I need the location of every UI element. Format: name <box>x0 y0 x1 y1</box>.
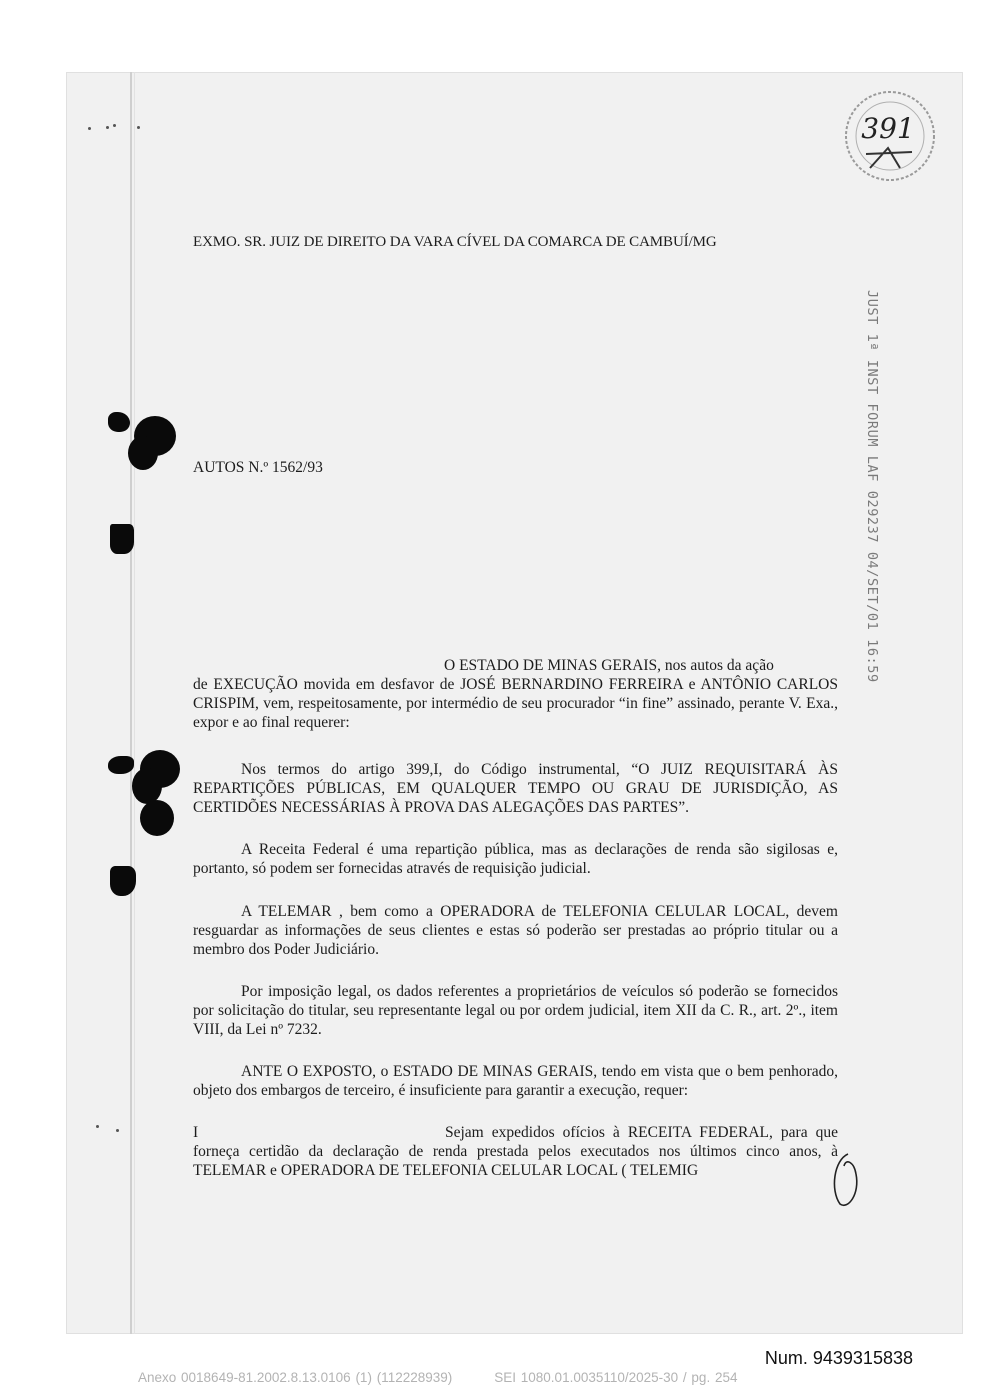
punch-hole <box>108 756 134 774</box>
handwritten-initial <box>826 1150 866 1210</box>
scan-speck <box>137 126 140 129</box>
page-fold-line-shadow <box>134 72 135 1334</box>
paragraph-telemar <box>193 902 838 959</box>
paragraph-request <box>193 1062 838 1100</box>
scan-speck <box>88 127 91 130</box>
case-number: AUTOS N.º 1562/93 <box>193 459 323 476</box>
intro-first-line: O ESTADO DE MINAS GERAIS, nos autos da ação <box>444 657 774 674</box>
punch-hole <box>132 768 162 804</box>
punch-hole <box>110 866 136 896</box>
request-text: ANTE O EXPOSTO, o ESTADO DE MINAS GERAIS, tendo em vista que o bem penhorado, objeto dos embargos de terceiro, é insuficiente para garantir a execução, requer: <box>193 1063 838 1099</box>
handwritten-page-number: 391 <box>861 112 915 145</box>
page-fold-line <box>130 72 132 1334</box>
scan-speck <box>113 124 116 127</box>
paragraph-vehicles <box>193 982 838 1039</box>
intro-paragraph <box>193 656 838 732</box>
punch-hole <box>108 412 130 432</box>
paragraph-legal-basis <box>193 760 838 817</box>
vehicles-text: Por imposição legal, os dados referentes a proprietários de veículos só poderão se fornecidos por solicitação do titular, seu representante legal ou por ordem judicial, item XII da C. R., art. 2º., item VIII, da Lei nº 7232. <box>193 983 838 1038</box>
punch-hole <box>110 524 134 554</box>
item-text: Sejam expedidos ofícios à RECEITA FEDERAL, para que forneça certidão da declaração de renda prestada pelos executados nos últimos cinco anos, à TELEMAR e OPERADORA DE TELEFONIA CELULAR LOCAL ( TELEMIG <box>193 1124 838 1179</box>
legal-basis-text: Nos termos do artigo 399,I, do Código instrumental, “O JUIZ REQUISITARÁ ÀS REPARTIÇÕES PÚBLICAS, EM QUALQUER TEMPO OU GRAU DE JURISDIÇÃO, AS CERTIDÕES NECESSÁRIAS À PROVA DAS ALEGAÇÕES DAS PARTES”. <box>193 761 838 816</box>
annex-reference: Anexo 0018649-81.2002.8.13.0106 (1) (112228939) <box>138 1370 453 1385</box>
item-marker: I <box>193 1124 199 1141</box>
scan-speck <box>106 126 109 129</box>
request-item-i <box>193 1123 838 1180</box>
intro-body: de EXECUÇÃO movida em desfavor de JOSÉ BERNARDINO FERREIRA e ANTÔNIO CARLOS CRISPIM, vem, respeitosamente, por intermédio de seu procurador “in fine” assinado, perante V. Exa., expor e ao final requerer: <box>193 676 838 731</box>
telemar-text: A TELEMAR , bem como a OPERADORA de TELEFONIA CELULAR LOCAL, devem resguardar as informações de seus clientes e estas só poderão ser prestadas ao próprio titular ou a membro dos Poder Judiciário. <box>193 903 838 958</box>
paragraph-receita-federal <box>193 840 838 878</box>
sei-reference: SEI 1080.01.0035110/2025-30 / pg. 254 <box>494 1370 738 1385</box>
receita-federal-text: A Receita Federal é uma repartição pública, mas as declarações de renda são sigilosas e, portanto, só podem ser fornecidas através de requisição judicial. <box>193 841 838 877</box>
footer-metadata <box>138 1370 779 1385</box>
document-number: Num. 9439315838 <box>764 1348 913 1368</box>
punch-hole <box>140 800 174 836</box>
scan-speck <box>96 1125 99 1128</box>
addressee-heading: EXMO. SR. JUIZ DE DIREITO DA VARA CÍVEL DA COMARCA DE CAMBUÍ/MG <box>193 234 717 250</box>
punch-hole <box>128 436 158 470</box>
scan-speck <box>116 1129 119 1132</box>
protocol-stamp: JUST 1ª INST FORUM LAF 029237 04/SET/01 16:59 <box>864 290 880 683</box>
court-seal-stamp <box>842 88 938 184</box>
